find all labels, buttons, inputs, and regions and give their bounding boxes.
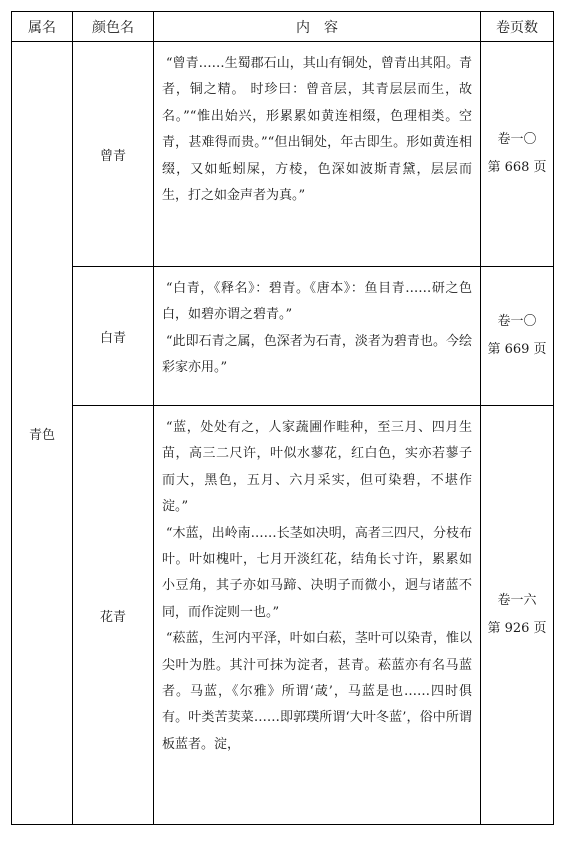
- page-label: 第 926 页: [487, 621, 547, 636]
- color-name-cell: 白青: [73, 267, 154, 406]
- header-color-name: 颜色名: [73, 12, 154, 42]
- volume-label: 卷一〇: [497, 132, 537, 147]
- header-content: 内 容: [154, 12, 481, 42]
- color-name-cell: 花青: [73, 406, 154, 825]
- quote-paragraph: “白青，《释名》：碧青。《唐本》：鱼目青……研之色白，如碧亦谓之碧青。”: [162, 281, 472, 323]
- volume-page-cell: [481, 42, 554, 267]
- genus-cell: 青色: [12, 42, 73, 825]
- page-label: 第 669 页: [487, 342, 547, 357]
- quote-paragraph: “菘蓝，生河内平泽，叶如白菘，茎叶可以染青，惟以尖叶为胜。其汁可抹为淀者，甚青。菘蓝亦有名马蓝者。马蓝，《尔雅》所谓‘葴’，马蓝是也……四时俱有。叶类苦荬菜……即郭璞所谓‘大叶冬蓝’，俗中所谓板蓝者。淀，: [162, 631, 472, 752]
- volume-page-cell: [481, 267, 554, 406]
- color-name-cell: 曾青: [73, 42, 154, 267]
- quote-paragraph: “此即石青之属，色深者为石青，淡者为碧青也。今绘彩家亦用。”: [162, 333, 472, 376]
- content-cell: [154, 42, 481, 267]
- content-cell: [154, 267, 481, 406]
- quote-paragraph: “木蓝，出岭南……长茎如决明，高者三四尺，分枝布叶。叶如槐叶，七月开淡红花，结角长寸许，累累如小豆角，其子亦如马蹄、决明子而微小，迥与诸蓝不同，而作淀则一也。”: [162, 525, 472, 620]
- quote-paragraph: “蓝，处处有之，人家蔬圃作畦种，至三月、四月生苗，高三二尺许，叶似水蓼花，红白色，实亦若蓼子而大，黑色，五月、六月采实，但可染碧，不堪作淀。”: [162, 420, 472, 515]
- volume-label: 卷一〇: [497, 314, 537, 329]
- table-row: [12, 42, 554, 267]
- volume-page-cell: [481, 406, 554, 825]
- pigment-table: [11, 11, 554, 825]
- page-label: 第 668 页: [487, 160, 547, 175]
- volume-label: 卷一六: [497, 593, 537, 608]
- header-genus: 属名: [12, 12, 73, 42]
- header-volume-page: 卷页数: [481, 12, 554, 42]
- table-row: [12, 267, 554, 406]
- header-row: [12, 12, 554, 42]
- quote-paragraph: “曾青……生蜀郡石山，其山有铜处，曾青出其阳。青者，铜之精。 时珍曰：曾音层，其青层层而生，故名。”“惟出始兴，形累累如黄连相缀，色理相类。空青，甚难得而贵。”“但出铜处，年古即生。形如黄连相缀，又如蚯蚓屎，方棱，色深如波斯青黛，层层而生，打之如金声者为真。”: [162, 56, 472, 204]
- content-cell: [154, 406, 481, 825]
- table-row: [12, 406, 554, 825]
